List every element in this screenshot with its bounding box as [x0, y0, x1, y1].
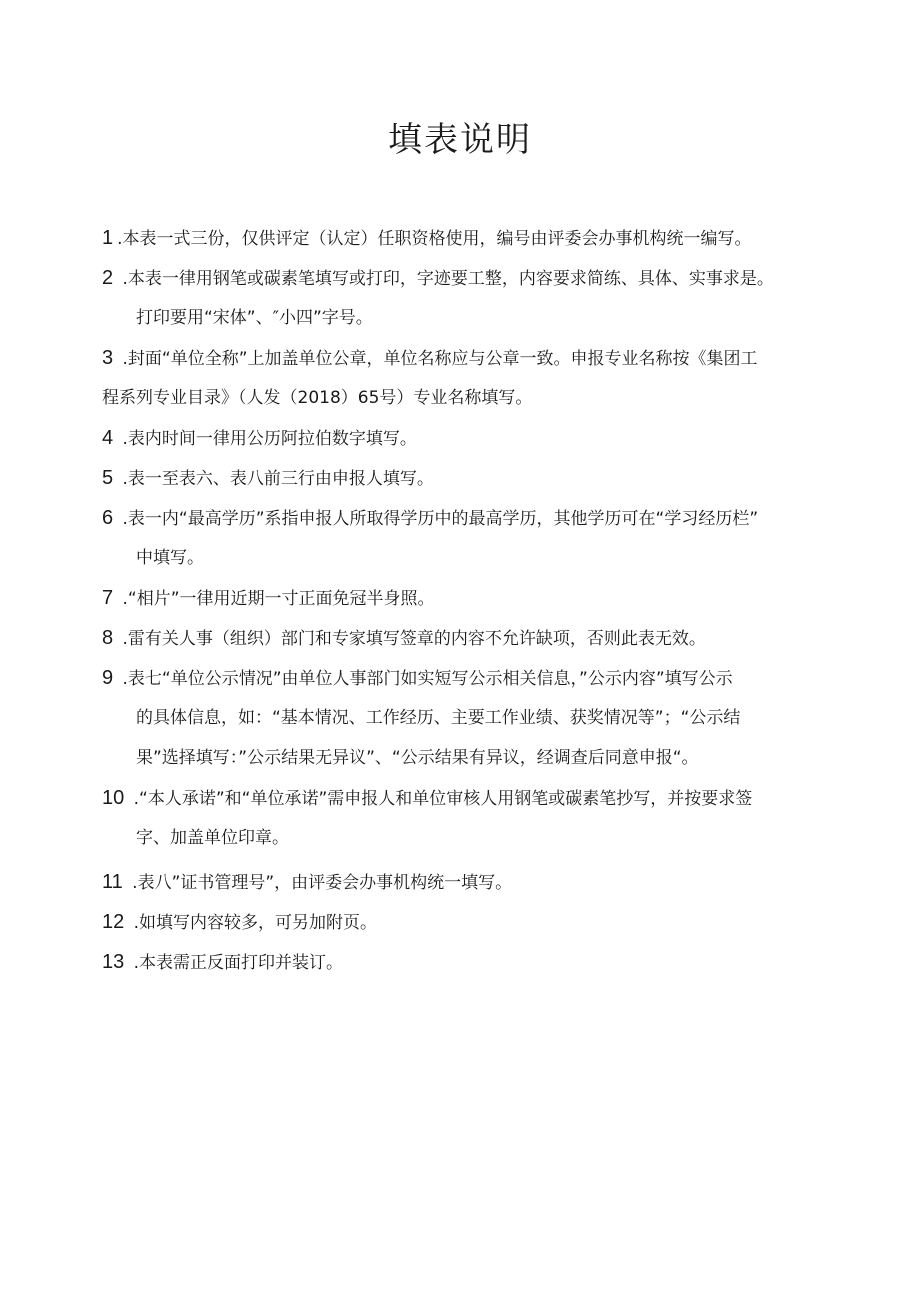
- item-line: [102, 578, 862, 618]
- item-line: [102, 338, 862, 378]
- item-number: 6: [102, 507, 114, 529]
- item-line: [102, 258, 862, 298]
- item-text: .本表需正反面打印并装订。: [128, 953, 344, 973]
- item-text: .本表一式三份，仅供评定（认定）任职资格使用，编号由评委会办事机构统一编写。: [117, 229, 752, 249]
- item-line-continued: 打印要用“宋体”、″小四”字号。: [136, 308, 373, 328]
- item-number: 4: [102, 427, 114, 449]
- item-text: .如填写内容较多，可另加附页。: [128, 913, 378, 933]
- list-item: [102, 942, 862, 982]
- item-number: 11: [102, 871, 123, 893]
- item-number: 7: [102, 587, 114, 609]
- item-text: .表八”证书管理号”，由评委会办事机构统一填写。: [126, 873, 513, 893]
- item-text: .表一至表六、表八前三行由申报人填写。: [117, 469, 434, 489]
- item-text: .表内时间一律用公历阿拉伯数字填写。: [117, 429, 417, 449]
- list-item: [102, 218, 862, 258]
- item-line-continued: 字、加盖单位印章。: [136, 828, 289, 848]
- item-number: 9: [102, 667, 114, 689]
- list-item: [102, 902, 862, 942]
- item-line: [102, 618, 862, 658]
- item-text: .“相片”一律用近期一寸正面免冠半身照。: [117, 589, 435, 609]
- item-number: 3: [102, 347, 114, 369]
- item-number: 5: [102, 467, 114, 489]
- item-line-continued: 中填写。: [136, 548, 204, 568]
- item-number: 8: [102, 627, 114, 649]
- list-item: [102, 618, 862, 658]
- item-number: 2: [102, 267, 114, 289]
- list-item: [102, 778, 862, 858]
- item-line: [102, 418, 862, 458]
- item-number: 13: [102, 951, 125, 973]
- item-number: 12: [102, 911, 125, 933]
- item-line: [102, 658, 862, 698]
- list-item: [102, 338, 862, 418]
- item-number: 1: [102, 227, 114, 249]
- list-item: [102, 862, 862, 902]
- item-text: .表一内“最高学历”系指申报人所取得学历中的最高学历，其他学历可在“学习经历栏”: [117, 509, 759, 529]
- list-item: [102, 498, 862, 578]
- item-text: .表七“单位公示情况”由单位人事部门如实短写公示相关信息，”公示内容”填写公示: [117, 669, 733, 689]
- item-text: .雷有关人事（组织）部门和专家填写签章的内容不允许缺项，否则此表无效。: [117, 629, 706, 649]
- list-item: [102, 658, 862, 778]
- item-number: 10: [102, 787, 125, 809]
- instruction-list: [102, 218, 862, 982]
- list-item: [102, 458, 862, 498]
- item-line: [102, 458, 862, 498]
- list-item: [102, 418, 862, 458]
- item-line-continued: 的具体信息，如：“基本情况、工作经历、主要工作业绩、获奖情况等”；“公示结: [136, 708, 741, 728]
- item-text: .封面“单位全称”上加盖单位公章，单位名称应与公章一致。申报专业名称按《集团工: [117, 349, 758, 369]
- item-line: [102, 862, 862, 902]
- page-title: 填表说明: [388, 120, 532, 160]
- item-line: [102, 778, 862, 818]
- item-text: .本表一律用钢笔或碳素笔填写或打印，字迹要工整，内容要求简练、具体、实事求是。: [117, 269, 774, 289]
- item-line-continued: 程系列专业目录》（人发（2018）65号）专业名称填写。: [102, 388, 533, 408]
- item-line: [102, 942, 862, 982]
- item-line: [102, 218, 862, 258]
- item-line-continued: 果”选择填写：”公示结果无异议”、“公示结果有异议，经调查后同意申报“。: [136, 748, 699, 768]
- item-line: [102, 902, 862, 942]
- list-item: [102, 578, 862, 618]
- item-line: [102, 498, 862, 538]
- item-text: .“本人承诺”和“单位承诺”需申报人和单位审核人用钢笔或碳素笔抄写，并按要求签: [128, 789, 753, 809]
- list-item: [102, 258, 862, 338]
